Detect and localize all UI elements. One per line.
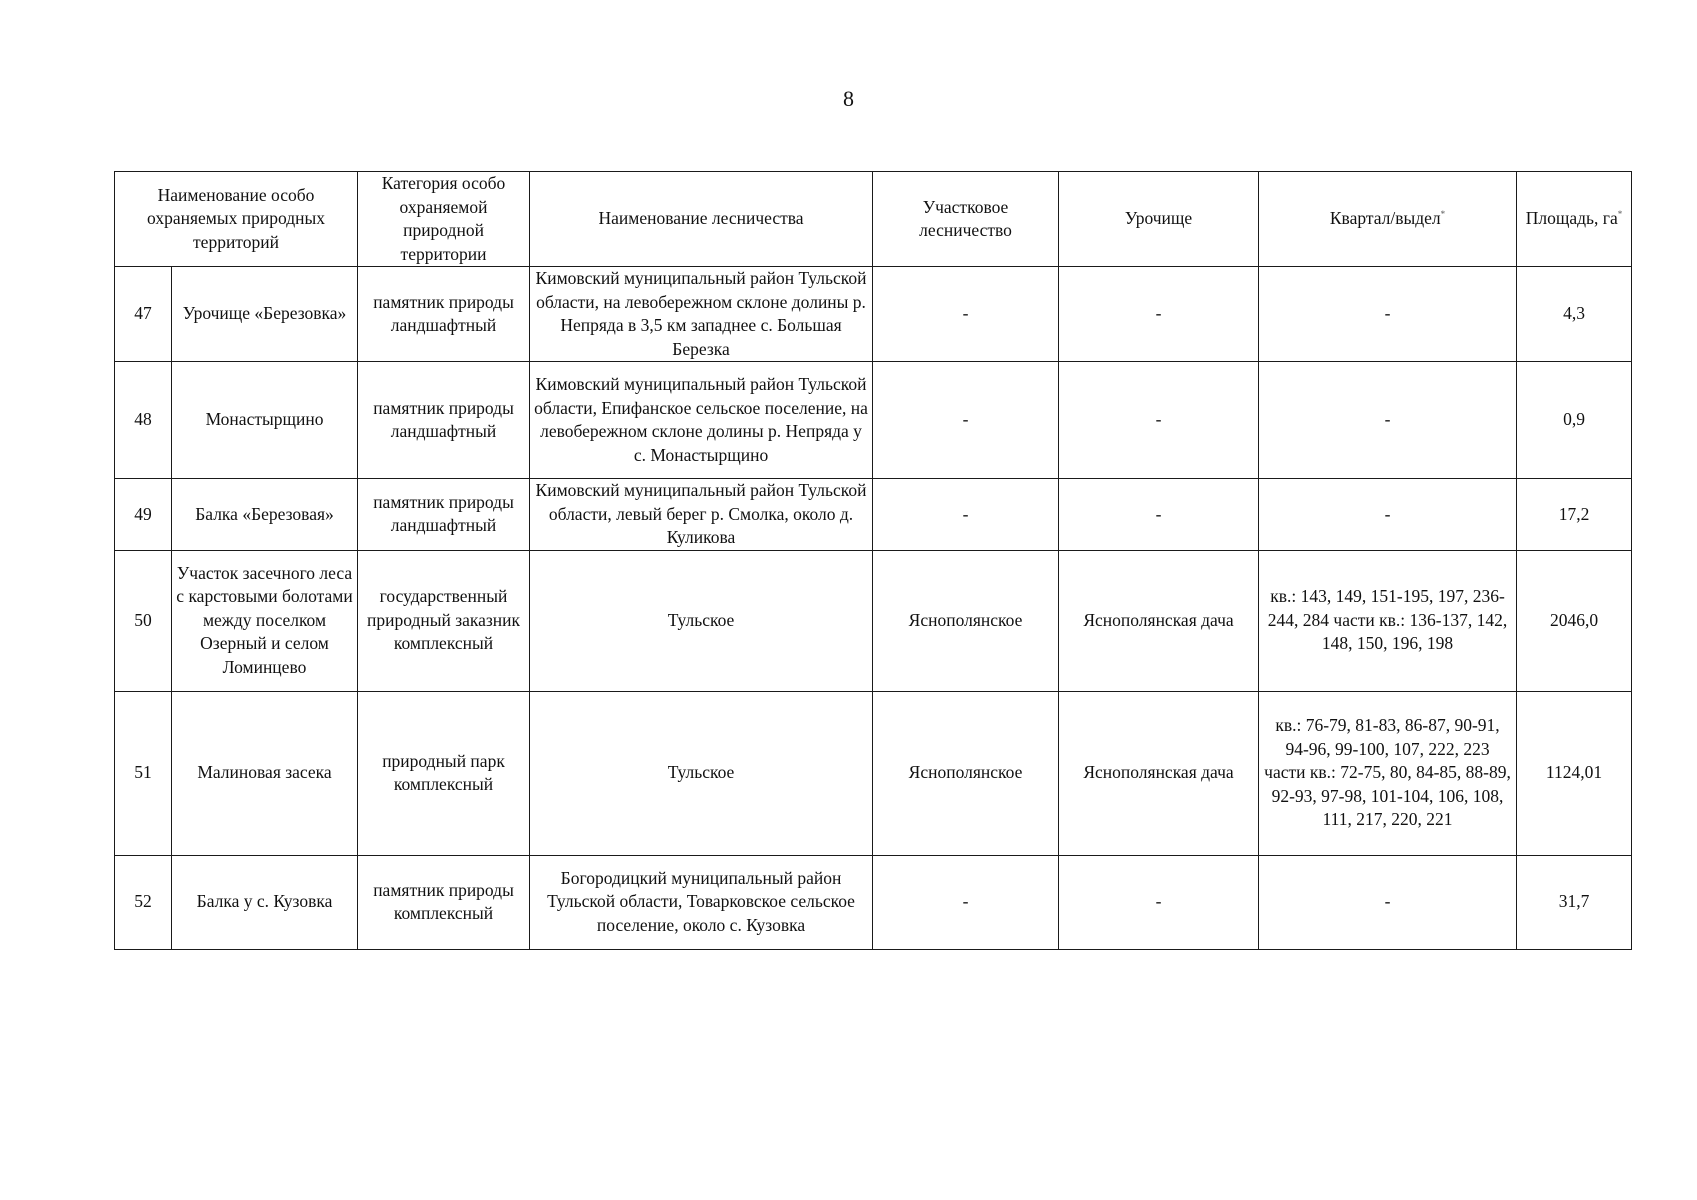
header-area-label: Площадь, га [1525,208,1618,229]
district-forestry: - [873,267,1059,362]
tract: - [1059,479,1259,551]
header-forestry [530,172,873,267]
page-number: 8 [843,86,854,111]
header-category-label: Категория особо охраняемой природной территории [381,173,506,264]
district-forestry: - [873,362,1059,479]
area: 4,3 [1517,267,1632,362]
territory-category: природный парк комплексный [358,691,530,855]
area: 31,7 [1517,855,1632,949]
forestry-name: Кимовский муниципальный район Тульской области, Епифанское сельское поселение, на левобережном склоне долины р. Непряда у с. Монастырщино [530,362,873,479]
header-tract [1059,172,1259,267]
protected-areas-table [114,171,1632,950]
district-forestry: Яснополянское [873,550,1059,691]
row-number: 51 [115,691,172,855]
territory-category: памятник природы ландшафтный [358,479,530,551]
header-district-forestry-label: Участковое лесничество [919,196,1012,240]
tract: - [1059,267,1259,362]
district-forestry: - [873,479,1059,551]
header-category [358,172,530,267]
header-area [1517,172,1632,267]
territory-category: памятник природы ландшафтный [358,267,530,362]
quarter: - [1259,479,1517,551]
tract: Яснополянская дача [1059,691,1259,855]
header-quarter-label: Квартал/выдел [1329,208,1441,229]
table-row [115,267,1632,362]
forestry-name: Кимовский муниципальный район Тульской области, левый берег р. Смолка, около д. Куликова [530,479,873,551]
tract: Яснополянская дача [1059,550,1259,691]
territory-name: Балка у с. Кузовка [172,855,358,949]
territory-category: памятник природы комплексный [358,855,530,949]
footnote-mark: * [1440,209,1446,220]
header-district-forestry [873,172,1059,267]
forestry-name: Тульское [530,691,873,855]
tract: - [1059,855,1259,949]
row-number: 48 [115,362,172,479]
footnote-mark: * [1617,209,1623,220]
area: 2046,0 [1517,550,1632,691]
row-number: 52 [115,855,172,949]
territory-name: Участок засечного леса с карстовыми болотами между поселком Озерный и селом Ломинцево [172,550,358,691]
tract: - [1059,362,1259,479]
territory-name: Балка «Березовая» [172,479,358,551]
header-forestry-label: Наименование лесничества [598,208,804,229]
table-row [115,479,1632,551]
quarter: - [1259,362,1517,479]
territory-name: Малиновая засека [172,691,358,855]
forestry-name: Богородицкий муниципальный район Тульской области, Товарковское сельское поселение, около с. Кузовка [530,855,873,949]
row-number: 49 [115,479,172,551]
header-quarter [1259,172,1517,267]
forestry-name: Тульское [530,550,873,691]
table-row [115,362,1632,479]
header-tract-label: Урочище [1124,208,1193,229]
quarter: - [1259,267,1517,362]
forestry-name: Кимовский муниципальный район Тульской области, на левобережном склоне долины р. Непряда в 3,5 км западнее с. Большая Березка [530,267,873,362]
territory-name: Урочище «Березовка» [172,267,358,362]
table-row [115,691,1632,855]
area: 1124,01 [1517,691,1632,855]
row-number: 50 [115,550,172,691]
table-row [115,855,1632,949]
row-number: 47 [115,267,172,362]
territory-name: Монастырщино [172,362,358,479]
district-forestry: - [873,855,1059,949]
quarter: кв.: 76-79, 81-83, 86-87, 90-91, 94-96, 99-100, 107, 222, 223 части кв.: 72-75, 80, 84-85, 88-89, 92-93, 97-98, 101-104, 106, 108, 111, 217, 220, 221 [1259,691,1517,855]
territory-category: памятник природы ландшафтный [358,362,530,479]
header-name-label: Наименование особо охраняемых природных территорий [147,184,325,252]
district-forestry: Яснополянское [873,691,1059,855]
quarter: кв.: 143, 149, 151-195, 197, 236-244, 284 части кв.: 136-137, 142, 148, 150, 196, 198 [1259,550,1517,691]
territory-category: государственный природный заказник комплексный [358,550,530,691]
quarter: - [1259,855,1517,949]
table-row [115,550,1632,691]
area: 0,9 [1517,362,1632,479]
header-name [115,172,358,267]
area: 17,2 [1517,479,1632,551]
table-header-row [115,172,1632,267]
